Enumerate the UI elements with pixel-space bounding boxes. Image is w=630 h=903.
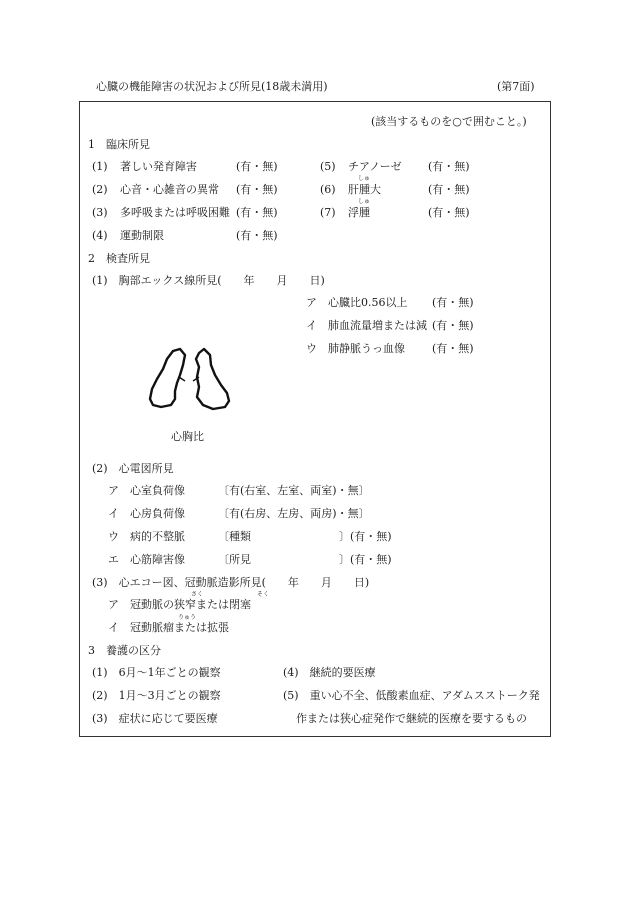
care-option-3[interactable]: (3) 症状に応じて要医療 xyxy=(92,712,218,725)
xray-label: (1) 胸部エックス線所見( 年 月 日) xyxy=(92,274,325,287)
xray-item-a-label: ア 心臓比0.56以上 xyxy=(306,296,408,309)
ecg-item-d-detail[interactable]: 〔所見 〕(有・無) xyxy=(218,553,392,566)
clinical-item-5-option[interactable]: (有・無) xyxy=(428,160,470,173)
ecg-item-d-label: エ 心筋障害像 xyxy=(108,553,185,566)
page-number: (第7面) xyxy=(497,80,535,93)
xray-item-a-option[interactable]: (有・無) xyxy=(432,296,474,309)
clinical-item-2-label: 心音・心雑音の異常 xyxy=(120,183,219,196)
cardiothoracic-ratio-caption: 心胸比 xyxy=(171,430,204,443)
ecg-item-b-detail[interactable]: 〔有(右房、左房、両房)・無〕 xyxy=(218,507,370,520)
echo-item-a[interactable]: ア 冠動脈の狭窄または閉塞 xyxy=(108,598,251,611)
clinical-item-3-num: (3) xyxy=(92,206,108,219)
clinical-item-1-num: (1) xyxy=(92,160,108,173)
ecg-item-b-label: イ 心房負荷像 xyxy=(108,507,185,520)
xray-item-c-option[interactable]: (有・無) xyxy=(432,342,474,355)
echo-item-b-ruby: りゅう xyxy=(178,614,197,621)
care-option-1[interactable]: (1) 6月～1年ごとの観察 xyxy=(92,666,221,679)
care-option-4[interactable]: (4) 継続的要医療 xyxy=(283,666,376,679)
ecg-label: (2) 心電図所見 xyxy=(92,462,174,475)
echo-item-a-ruby-1: さく xyxy=(191,591,204,598)
ecg-item-a-label: ア 心室負荷像 xyxy=(108,484,185,497)
clinical-item-6-ruby: しゅ xyxy=(358,175,371,182)
clinical-item-1-option[interactable]: (有・無) xyxy=(236,160,278,173)
clinical-item-4-num: (4) xyxy=(92,229,108,242)
clinical-item-7-ruby: しゅ xyxy=(358,198,371,205)
xray-item-c-label: ウ 肺静脈うっ血像 xyxy=(306,342,405,355)
echo-item-a-ruby-2: そく xyxy=(257,591,270,598)
ecg-item-a-detail[interactable]: 〔有(右室、左室、両室)・無〕 xyxy=(218,484,370,497)
clinical-item-6-num: (6) xyxy=(320,183,336,196)
echo-item-b[interactable]: イ 冠動脈瘤または拡張 xyxy=(108,621,229,634)
ecg-item-c-label: ウ 病的不整脈 xyxy=(108,530,185,543)
left-lung-outline xyxy=(196,349,229,409)
clinical-item-4-label: 運動制限 xyxy=(120,229,164,242)
echo-label: (3) 心エコー図、冠動脈造影所見( 年 月 日) xyxy=(92,576,370,589)
hilum-line-right xyxy=(179,377,185,381)
section1-title: 1 臨床所見 xyxy=(88,138,150,151)
instruction-text: (該当するものを○で囲むこと。) xyxy=(371,115,527,128)
clinical-item-2-num: (2) xyxy=(92,183,108,196)
clinical-item-2-option[interactable]: (有・無) xyxy=(236,183,278,196)
clinical-item-7-label: 浮腫 xyxy=(348,206,370,219)
clinical-item-1-label: 著しい発育障害 xyxy=(120,160,197,173)
clinical-item-6-option[interactable]: (有・無) xyxy=(428,183,470,196)
section3-title: 3 養護の区分 xyxy=(88,644,161,657)
clinical-item-6-label: 肝腫大 xyxy=(348,183,381,196)
clinical-item-3-label: 多呼吸または呼吸困難 xyxy=(120,206,230,219)
care-option-2[interactable]: (2) 1月～3月ごとの観察 xyxy=(92,689,221,702)
clinical-item-7-option[interactable]: (有・無) xyxy=(428,206,470,219)
form-title: 心臓の機能障害の状況および所見(18歳未満用) xyxy=(96,80,328,93)
clinical-item-3-option[interactable]: (有・無) xyxy=(236,206,278,219)
xray-item-b-option[interactable]: (有・無) xyxy=(432,319,474,332)
clinical-item-7-num: (7) xyxy=(320,206,336,219)
lung-outline-figure xyxy=(147,347,237,417)
care-option-5[interactable]: (5) 重い心不全、低酸素血症、アダムスストーク発 xyxy=(283,689,540,702)
xray-item-b-label: イ 肺血流量増または減 xyxy=(306,319,427,332)
clinical-item-4-option[interactable]: (有・無) xyxy=(236,229,278,242)
ecg-item-c-detail[interactable]: 〔種類 〕(有・無) xyxy=(218,530,392,543)
care-option-5-continued: 作または狭心症発作で継続的医療を要するもの xyxy=(296,712,527,725)
clinical-item-5-num: (5) xyxy=(320,160,336,173)
section2-title: 2 検査所見 xyxy=(88,252,150,265)
clinical-item-5-label: チアノーゼ xyxy=(348,160,402,173)
